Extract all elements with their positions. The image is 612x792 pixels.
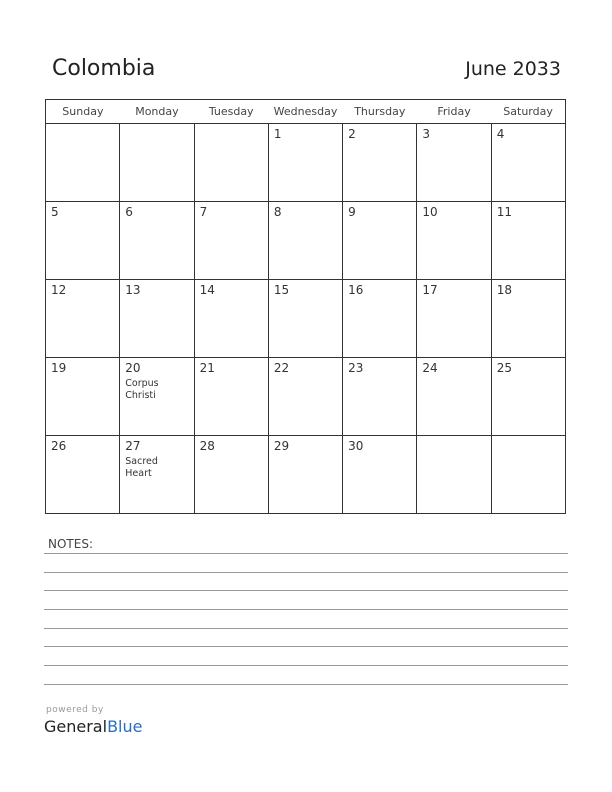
day-cell xyxy=(343,202,417,280)
day-number: 20 xyxy=(125,361,141,375)
day-number: 16 xyxy=(348,283,364,297)
day-number: 22 xyxy=(273,361,290,375)
day-cell xyxy=(46,202,120,280)
country-title: Colombia xyxy=(52,56,156,81)
day-cell xyxy=(268,358,342,436)
day-cell xyxy=(268,280,342,358)
brand-name-general: General xyxy=(44,717,108,736)
day-cell xyxy=(491,436,565,514)
day-cell xyxy=(194,280,268,358)
day-cell xyxy=(343,280,417,358)
day-number: 23 xyxy=(348,361,364,375)
weekday-saturday: Saturday xyxy=(491,100,565,124)
day-number: 28 xyxy=(199,439,215,453)
day-number: 13 xyxy=(125,283,141,297)
weekday-tuesday: Tuesday xyxy=(194,100,268,124)
day-number: 18 xyxy=(496,283,512,297)
note-line xyxy=(44,609,568,610)
day-cell xyxy=(120,358,194,436)
day-number: 26 xyxy=(51,439,67,453)
day-number: 24 xyxy=(422,361,438,375)
day-number: 15 xyxy=(273,283,290,297)
day-cell xyxy=(417,358,491,436)
day-number: 29 xyxy=(273,439,290,453)
day-number: 1 xyxy=(273,127,282,141)
day-number: 4 xyxy=(496,127,505,141)
day-number: 11 xyxy=(496,205,512,219)
day-cell xyxy=(194,124,268,202)
notes-label: NOTES: xyxy=(48,537,93,551)
day-cell xyxy=(343,358,417,436)
brand-logo xyxy=(44,717,142,736)
day-number: 6 xyxy=(125,205,133,219)
day-cell xyxy=(343,124,417,202)
brand-name-blue: Blue xyxy=(107,717,143,736)
day-number: 3 xyxy=(422,127,431,141)
holiday-label: Sacred Heart xyxy=(125,456,158,479)
day-cell xyxy=(46,436,120,514)
day-cell xyxy=(194,436,268,514)
day-cell xyxy=(120,436,194,514)
day-number: 30 xyxy=(348,439,364,453)
week-row xyxy=(46,358,566,436)
day-number: 19 xyxy=(51,361,67,375)
day-cell xyxy=(491,280,565,358)
day-cell xyxy=(194,202,268,280)
note-line xyxy=(44,628,568,629)
week-row xyxy=(46,202,566,280)
day-cell xyxy=(120,202,194,280)
day-cell xyxy=(417,202,491,280)
holiday-label: Corpus Christi xyxy=(125,378,159,401)
day-cell xyxy=(491,358,565,436)
day-cell xyxy=(46,358,120,436)
week-row xyxy=(46,124,566,202)
day-number: 14 xyxy=(199,283,215,297)
note-line xyxy=(44,553,568,554)
day-cell xyxy=(268,202,342,280)
day-number: 5 xyxy=(51,205,59,219)
weekday-friday: Friday xyxy=(417,100,491,124)
day-cell xyxy=(417,436,491,514)
weekday-wednesday: Wednesday xyxy=(268,100,342,124)
day-cell xyxy=(417,124,491,202)
day-cell xyxy=(120,280,194,358)
note-line xyxy=(44,572,568,573)
note-line xyxy=(44,665,568,666)
day-number: 7 xyxy=(199,205,208,219)
weekday-thursday: Thursday xyxy=(343,100,417,124)
day-number: 12 xyxy=(51,283,67,297)
day-cell xyxy=(417,280,491,358)
day-cell xyxy=(268,124,342,202)
day-cell xyxy=(343,436,417,514)
day-cell xyxy=(46,124,120,202)
day-cell xyxy=(268,436,342,514)
day-cell xyxy=(491,202,565,280)
day-number: 17 xyxy=(422,283,438,297)
week-row xyxy=(46,436,566,514)
note-line xyxy=(44,646,568,647)
powered-by-text: powered by xyxy=(46,705,104,715)
note-line xyxy=(44,684,568,685)
day-number: 27 xyxy=(125,439,141,453)
day-number: 8 xyxy=(273,205,282,219)
day-number: 9 xyxy=(348,205,356,219)
calendar-grid xyxy=(45,99,566,514)
weekday-header-row xyxy=(46,100,566,124)
day-number: 2 xyxy=(348,127,356,141)
week-row xyxy=(46,280,566,358)
note-line xyxy=(44,590,568,591)
day-cell xyxy=(46,280,120,358)
weekday-monday: Monday xyxy=(120,100,194,124)
day-cell xyxy=(491,124,565,202)
day-number: 10 xyxy=(422,205,438,219)
day-cell xyxy=(194,358,268,436)
day-number: 21 xyxy=(199,361,215,375)
weekday-sunday: Sunday xyxy=(46,100,120,124)
month-title: June 2033 xyxy=(465,58,561,80)
day-number: 25 xyxy=(496,361,512,375)
day-cell xyxy=(120,124,194,202)
